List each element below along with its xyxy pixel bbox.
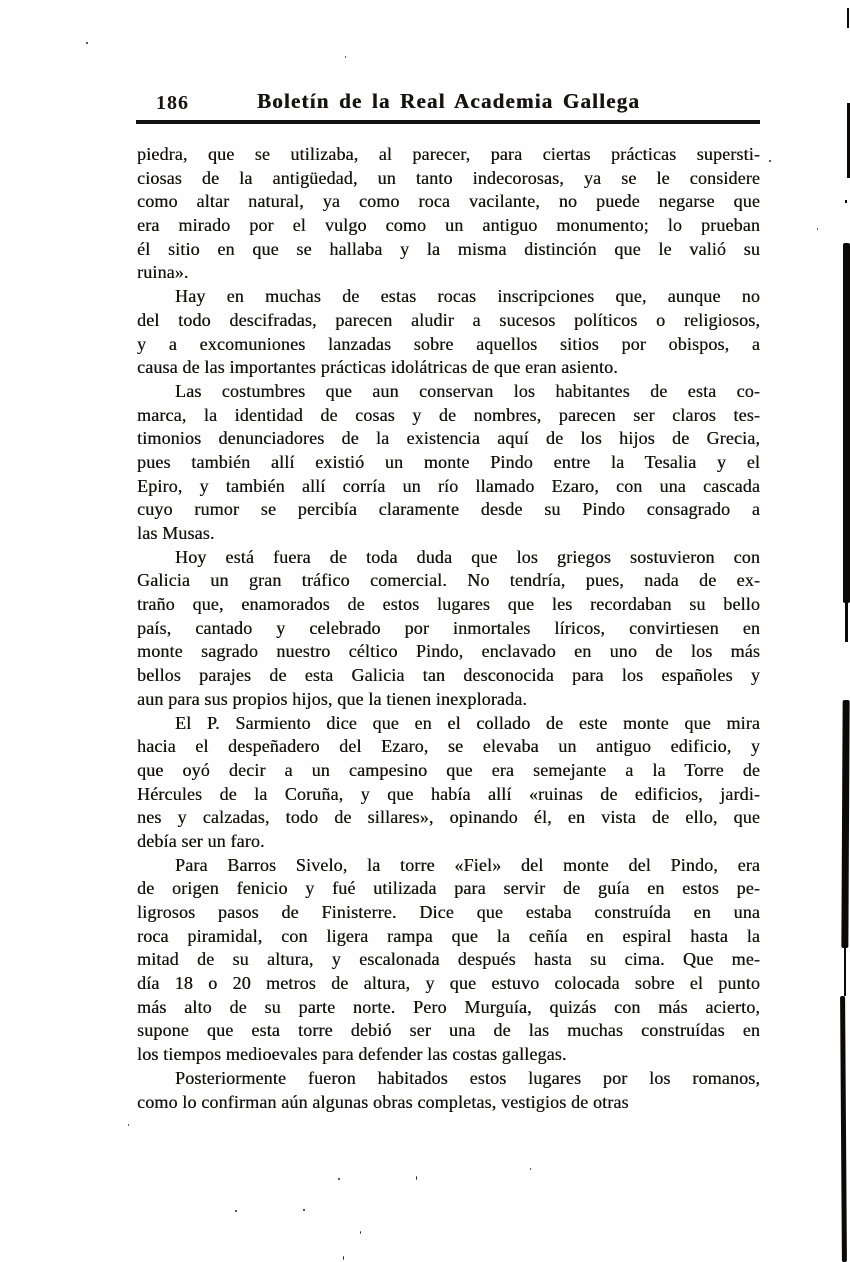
text-line: mitad de su altura, y escalonada después hasta su cima. Que me- xyxy=(137,949,760,970)
text-line: supone que esta torre debió ser una de las muchas construídas en xyxy=(137,1020,760,1041)
paragraph xyxy=(137,712,760,854)
text-line: causa de las importantes prácticas idolátricas de que eran asiento. xyxy=(137,357,618,378)
header-rule xyxy=(136,120,760,124)
noise-speck xyxy=(416,1176,417,1180)
scan-artifact xyxy=(847,8,849,28)
text-line: marca, la identidad de cosas y de nombres, parecen ser claros tes- xyxy=(137,404,760,425)
paragraph xyxy=(137,1067,760,1114)
text-line: como lo confirman aún algunas obras completas, vestigios de otras xyxy=(137,1091,629,1112)
text-line: y a excomuniones lanzadas sobre aquellos sitios por obispos, a xyxy=(137,333,760,354)
text-line: país, cantado y celebrado por inmortales líricos, convirtiesen en xyxy=(137,617,760,638)
text-line: hacia el despeñadero del Ezaro, se elevaba un antiguo edificio, y xyxy=(137,736,760,757)
header-title: Boletín de la Real Academia Gallega xyxy=(256,89,641,113)
text-line: bellos parajes de esta Galicia tan desconocida para los españoles y xyxy=(137,665,760,686)
noise-speck xyxy=(338,1178,340,1180)
text-line: de origen fenicio y fué utilizada para servir de guía en estos pe- xyxy=(137,878,760,899)
noise-speck xyxy=(343,1256,344,1260)
text-line: debía ser un faro. xyxy=(137,830,265,851)
noise-speck xyxy=(360,1231,361,1234)
scan-artifact xyxy=(845,200,847,203)
text-line: Para Barros Sivelo, la torre «Fiel» del monte del Pindo, era xyxy=(175,854,760,875)
noise-speck xyxy=(769,160,771,162)
text-line: monte sagrado nuestro céltico Pindo, enclavado en uno de los más xyxy=(137,641,760,662)
text-line: roca piramidal, con ligera rampa que la ceñía en espiral hasta la xyxy=(137,925,760,946)
paragraph xyxy=(137,546,760,712)
text-line: ruina». xyxy=(137,262,189,283)
text-line: nes y calzadas, todo de sillares», opinando él, en vista de ello, que xyxy=(137,807,760,828)
text-line: timonios denunciadores de la existencia aquí de los hijos de Grecia, xyxy=(137,428,760,449)
text-line: día 18 o 20 metros de altura, y que estuvo colocada sobre el punto xyxy=(137,973,760,994)
scan-artifact xyxy=(841,700,849,948)
text-line: más alto de su parte norte. Pero Murguía, quizás con más acierto, xyxy=(137,996,760,1017)
scan-artifact xyxy=(845,600,848,642)
text-line: las Musas. xyxy=(137,523,215,543)
text-line: cuyo rumor se percibía claramente desde su Pindo consagrado a xyxy=(137,499,760,520)
text-line: ligrosos pasos de Finisterre. Dice que estaba construída en una xyxy=(137,902,760,922)
text-line: Posteriormente fueron habitados estos lugares por los romanos, xyxy=(175,1067,760,1088)
noise-speck xyxy=(128,1124,129,1126)
text-line: ciosas de la antigüedad, un tanto indecorosas, ya se le considere xyxy=(137,167,760,188)
text-line: traño que, enamorados de estos lugares que les recordaban su bello xyxy=(137,594,760,615)
page-number: 186 xyxy=(156,92,189,114)
text-line: Epiro, y también allí corría un río llamado Ezaro, con una cascada xyxy=(137,475,760,496)
paragraph xyxy=(137,854,760,1067)
noise-speck xyxy=(303,1209,305,1211)
scan-artifact xyxy=(840,996,847,1262)
text-line: Hércules de la Coruña, y que había allí «ruinas de edificios, jardi- xyxy=(137,783,760,804)
text-line: como altar natural, ya como roca vacilante, no puede negarse que xyxy=(137,191,760,212)
text-line: Galicia un gran tráfico comercial. No tendría, pues, nada de ex- xyxy=(137,570,760,591)
text-line: Hoy está fuera de toda duda que los griegos sostuvieron con xyxy=(175,546,760,567)
text-line: aun para sus propios hijos, que la tienen inexplorada. xyxy=(137,688,528,709)
noise-speck xyxy=(86,42,88,44)
text-line: del todo descifradas, parecen aludir a sucesos políticos o religiosos, xyxy=(137,309,760,330)
text-line: piedra, que se utilizaba, al parecer, para ciertas prácticas supersti- xyxy=(137,144,760,164)
text-line: él sitio en que se hallaba y la misma distinción que le valió su xyxy=(137,238,760,259)
noise-speck xyxy=(345,56,346,58)
noise-speck xyxy=(235,1210,237,1212)
noise-speck xyxy=(817,228,818,230)
text-line: los tiempos medioevales para defender las costas gallegas. xyxy=(137,1044,567,1065)
text-line: Hay en muchas de estas rocas inscripciones que, aunque no xyxy=(175,286,760,307)
text-line: Las costumbres que aun conservan los habitantes de esta co- xyxy=(175,380,760,401)
paragraph xyxy=(137,285,760,380)
text-line: El P. Sarmiento dice que en el collado de este monte que mira xyxy=(175,712,760,733)
text-line: pues también allí existió un monte Pindo entre la Tesalia y el xyxy=(137,451,760,472)
text-line: que oyó decir a un campesino que era semejante a la Torre de xyxy=(137,759,760,780)
noise-speck xyxy=(530,1168,531,1170)
paragraph xyxy=(137,380,760,546)
paragraph xyxy=(137,143,760,285)
text-line: era mirado por el vulgo como un antiguo monumento; lo prueban xyxy=(137,215,760,236)
scan-artifact xyxy=(844,948,846,996)
text-block xyxy=(137,143,760,1114)
scan-artifact xyxy=(843,243,850,603)
